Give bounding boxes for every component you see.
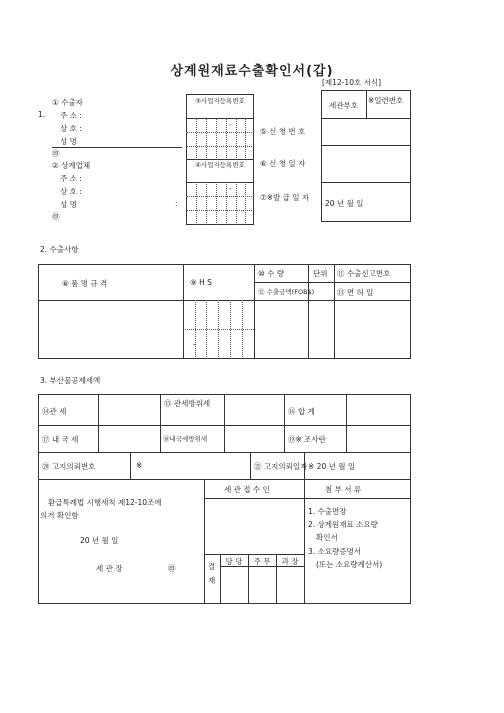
bizno1-cell — [206, 118, 207, 160]
bizno2-row — [186, 210, 254, 211]
bizno1-label: ③사업자등록번호 — [195, 97, 245, 105]
approval-hline — [204, 554, 304, 555]
deduction-vline — [160, 394, 161, 452]
bizno1-dash: - — [229, 120, 232, 129]
spec-header: ⑧ 품 명 규 격 — [62, 279, 108, 288]
unit-header: 단위 — [313, 269, 328, 278]
maker-label: ② 상계업체 — [52, 161, 91, 170]
bizno1-cell — [196, 118, 197, 160]
export-table-vline — [334, 264, 335, 359]
approval-col-chief: 과 장 — [281, 557, 299, 566]
exporter-seal: ㊞ — [52, 149, 60, 158]
maker-name-label: 성 명 — [60, 200, 77, 209]
maker-name-colon: : — [175, 199, 178, 208]
deduction-hline — [38, 479, 411, 480]
customs-chief-label: 세 관 장 — [96, 564, 123, 573]
notice-date-label: ㉑ 고지의뢰일자 — [254, 462, 308, 471]
attachments-title: 첨 부 서 류 — [325, 485, 362, 494]
chief-seal: ㊞ — [168, 564, 176, 573]
bizno1-cell — [216, 118, 217, 160]
deduction-vline — [130, 452, 131, 479]
hs-dash: - — [193, 340, 196, 349]
approval-col-lead: 주 무 — [253, 557, 271, 566]
deduction-hline — [38, 452, 411, 453]
apply-number-label: ⑤ 신 청 번 호 — [260, 127, 306, 136]
total-label: ⑯ 합 계 — [288, 407, 315, 416]
section3-heading: 3. 부산물공제세액 — [40, 376, 101, 385]
refund-text-2: 의거 확인함 — [40, 511, 79, 520]
section2-heading: 2. 수출사항 — [40, 245, 79, 254]
hs-header: ⑨ H S — [190, 278, 212, 287]
deduction-vline — [98, 394, 99, 452]
customs-box-vsep — [366, 90, 367, 118]
export-table-vline — [183, 264, 184, 359]
domestic-tax-label: ⑰ 내 국 세 — [42, 435, 79, 444]
bizno2-row — [186, 196, 254, 197]
bizno2-dash: - — [229, 184, 232, 193]
apply-date-label: ⑥ 신 청 일 자 — [260, 159, 306, 168]
bizno2-cell — [206, 182, 207, 225]
notice-number-mark: ※ — [136, 461, 143, 470]
bizno1-cell — [226, 118, 227, 160]
item-number: 1. — [38, 110, 46, 119]
export-table-hline — [38, 300, 411, 301]
bizno1-row — [186, 132, 254, 133]
receipt-stamp-label: 세 관 접 수 인 — [224, 485, 270, 494]
attachment-2: 2. 상계원재료 소요량 — [308, 520, 378, 529]
notice-number-label: ⑳ 고지의뢰번호 — [42, 462, 96, 471]
maker-seal: ㊞ — [52, 212, 60, 221]
license-date-header: ⑬ 면 허 일 — [337, 288, 374, 297]
hs-row — [183, 329, 254, 330]
export-table-vline — [254, 264, 255, 359]
attachment-1: 1. 수출면장 — [308, 507, 347, 516]
customs-box-hsep — [321, 118, 411, 119]
amount-header: ⑫ 수출금액(FOB$) — [258, 288, 315, 296]
bizno1-row — [186, 146, 254, 147]
duty-defense-label: ⑮ 관세방위세 — [164, 399, 211, 408]
form-number: [제12-10호 서식] — [322, 78, 382, 87]
maker-company-label: 상 호 : — [60, 187, 82, 196]
bizno2-cell — [236, 182, 237, 225]
deduction-vline — [346, 394, 347, 452]
customs-box-hsep — [321, 182, 411, 183]
deduction-vline — [284, 394, 285, 452]
bizno2-label: ④사업자등록번호 — [195, 161, 245, 169]
attachment-2b: 확인서 — [316, 533, 338, 542]
bizno2-cell — [226, 182, 227, 225]
bizno1-cell — [245, 118, 246, 160]
sign-date: 20 년 월 일 — [80, 536, 119, 545]
exporter-address-label: 주 소 : — [60, 111, 82, 120]
maker-address-label: 주 소 : — [60, 174, 82, 183]
notice-date-value: ※ 20 년 월 일 — [308, 462, 356, 471]
serial-number-label: ※일련번호 — [368, 96, 404, 105]
bizno2-cell — [196, 182, 197, 225]
issue-date-value: 20 년 월 일 — [325, 199, 364, 208]
bizno2-cell — [245, 182, 246, 225]
customs-code-label: 세관부호 — [329, 101, 358, 110]
issue-date-label: ⑦※발 급 일 자 — [260, 193, 310, 202]
export-decl-header: ⑪ 수출신고번호 — [337, 269, 391, 278]
customs-box-hsep — [321, 145, 411, 146]
attachment-3b: (또는 소요량계산서) — [316, 560, 383, 569]
investigation-label: ⑲※ 조사란 — [288, 435, 326, 444]
export-table-vline — [308, 264, 309, 359]
approval-col-staff: 담 당 — [225, 557, 243, 566]
customs-duty-label: ⑭관 세 — [42, 407, 67, 416]
exporter-name-underline — [52, 147, 182, 148]
document-title: 상계원재료수출확인서(갑) — [170, 64, 334, 79]
approval-label: 결재 — [208, 562, 216, 585]
bottom-hline — [204, 498, 411, 499]
export-table-hline — [254, 282, 411, 283]
attachment-3: 3. 소요량증명서 — [308, 547, 362, 556]
deduction-vline — [224, 394, 225, 452]
domestic-defense-label: ⑱내국세방위세 — [163, 435, 208, 443]
exporter-name-label: 성 명 — [60, 137, 77, 146]
bizno2-cell — [216, 182, 217, 225]
bizno1-cell — [236, 118, 237, 160]
exporter-company-label: 상 호 : — [60, 124, 82, 133]
exporter-label: ① 수출자 — [52, 98, 83, 107]
refund-text-1: 환급특례법 시행세칙 제12-10조에 — [48, 498, 162, 507]
deduction-vline — [250, 452, 251, 479]
quantity-header: ⑩ 수 량 — [258, 269, 284, 278]
